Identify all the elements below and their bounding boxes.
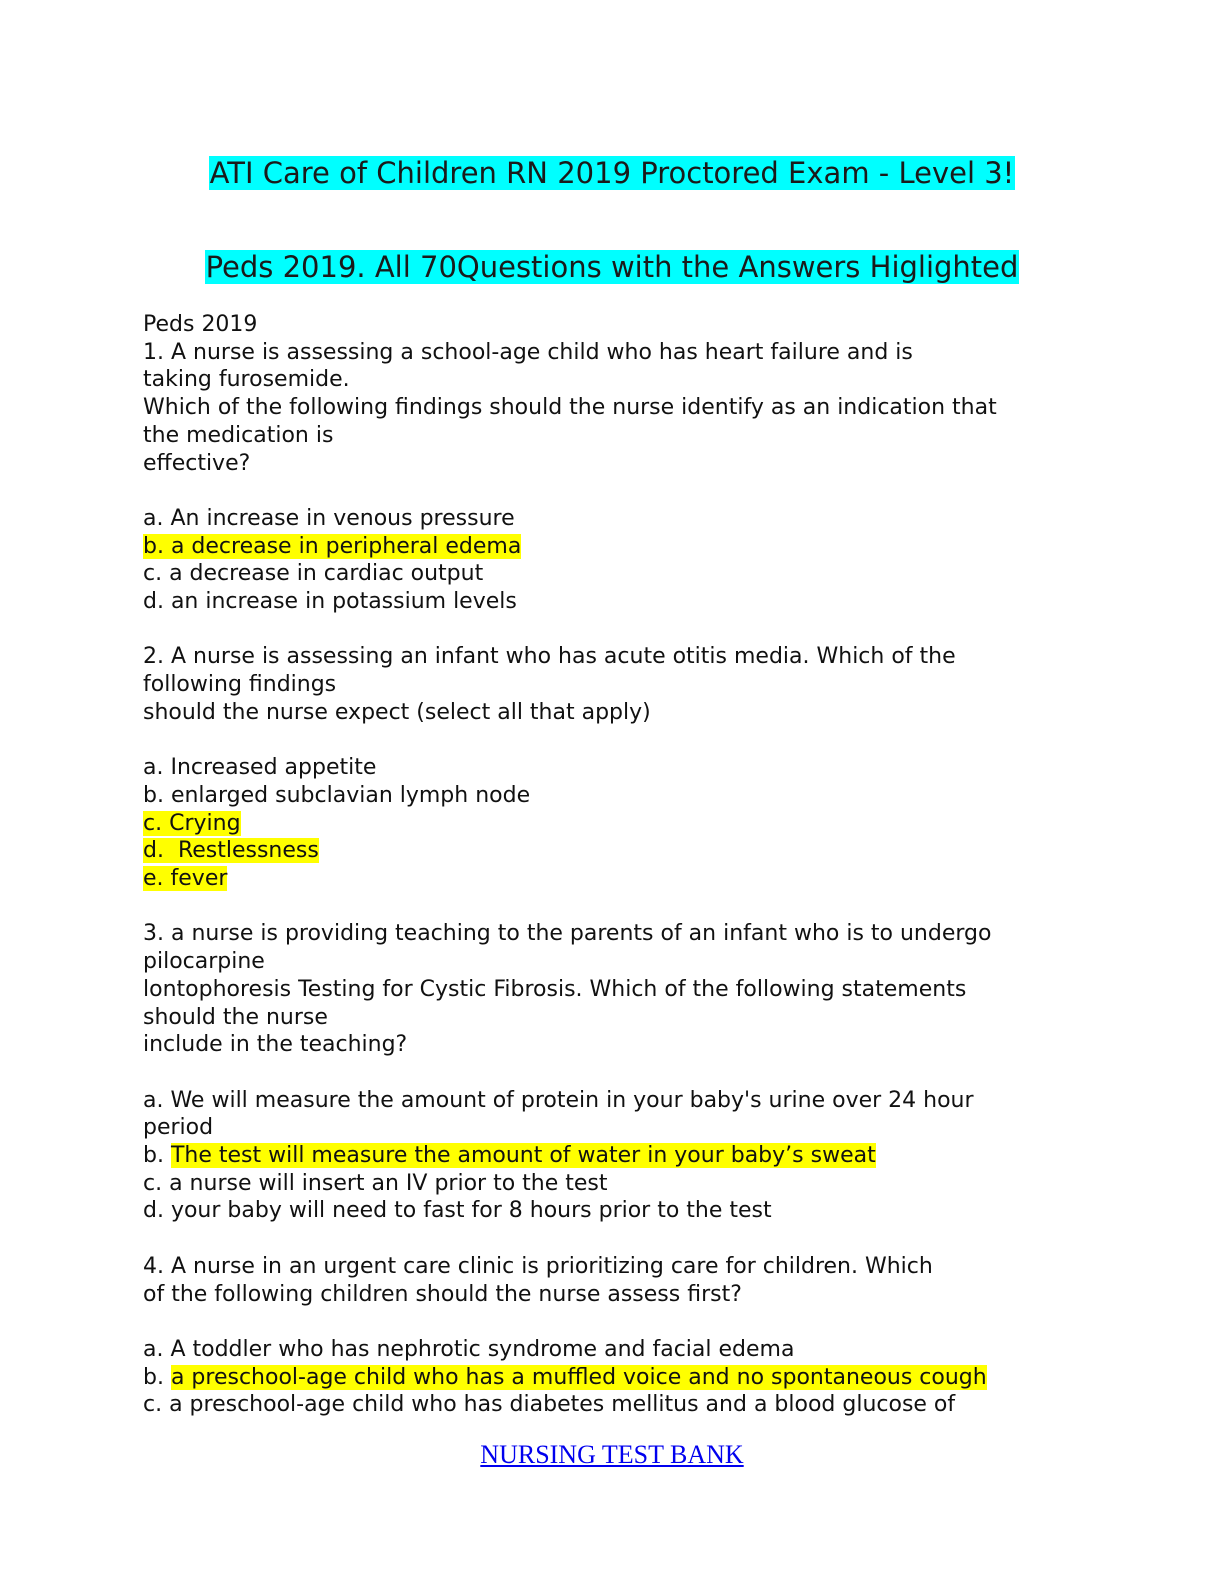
question-2-option-e-answer	[143, 865, 1083, 893]
blank-line	[143, 727, 1083, 755]
answer-highlight: a preschool-age child who has a muffled voice and no spontaneous cough	[170, 1364, 987, 1390]
question-2-stem-line: should the nurse expect (select all that apply)	[143, 699, 651, 725]
question-3-option-d: d. your baby will need to fast for 8 hours prior to the test	[143, 1198, 772, 1224]
option-prefix: b.	[143, 1143, 171, 1169]
question-3-stem-line: 3. a nurse is providing teaching to the parents of an infant who is to undergo	[143, 921, 992, 947]
blank-line	[143, 477, 1083, 505]
question-3-stem-line: pilocarpine	[143, 949, 265, 975]
exam-body	[143, 311, 1083, 1419]
question-3-stem-line: include in the teaching?	[143, 1032, 408, 1058]
option-prefix: b.	[143, 1364, 171, 1390]
question-3-stem-line: lontophoresis Testing for Cystic Fibrosis. Which of the following statements	[143, 976, 967, 1002]
question-1-option-c: c. a decrease in cardiac output	[143, 561, 484, 587]
blank-line	[143, 893, 1083, 921]
answer-highlight: e. fever	[143, 866, 228, 892]
question-4-stem-line: of the following children should the nurse assess first?	[143, 1281, 742, 1307]
answer-highlight: b. a decrease in peripheral edema	[143, 533, 522, 559]
question-2-option-c-answer	[143, 810, 1083, 838]
question-4-option-b-answer	[143, 1364, 1083, 1392]
question-1-stem-line: effective?	[143, 450, 251, 476]
question-2-stem-line: 2. A nurse is assessing an infant who has acute otitis media. Which of the	[143, 644, 956, 670]
question-2-stem-line: following findings	[143, 672, 337, 698]
question-3-option-a: a. We will measure the amount of protein in your baby's urine over 24 hour	[143, 1087, 974, 1113]
question-1-option-a: a. An increase in venous pressure	[143, 505, 515, 531]
blank-line	[143, 1308, 1083, 1336]
intro-text: Peds 2019	[143, 312, 258, 337]
document-subtitle-text: Peds 2019. All 70Questions with the Answers Higlighted	[205, 250, 1019, 284]
question-2-option-d-answer	[143, 837, 1083, 865]
page-footer	[0, 1440, 1224, 1470]
document-subtitle	[0, 248, 1224, 286]
question-1-stem-line: Which of the following findings should the nurse identify as an indication that	[143, 395, 997, 421]
question-1-option-b-answer	[143, 533, 1083, 561]
question-4-option-c: c. a preschool-age child who has diabetes mellitus and a blood glucose of	[143, 1392, 956, 1418]
document-title	[0, 154, 1224, 192]
blank-line	[143, 616, 1083, 644]
question-1-stem-line: taking furosemide.	[143, 367, 350, 393]
question-1-stem-line: the medication is	[143, 422, 334, 448]
answer-highlight: c. Crying	[143, 810, 241, 836]
question-1-stem-line: 1. A nurse is assessing a school-age child who has heart failure and is	[143, 339, 913, 365]
question-1-option-d: d. an increase in potassium levels	[143, 589, 517, 615]
blank-line	[143, 1059, 1083, 1087]
question-3-option-a-cont: period	[143, 1115, 214, 1141]
question-3-stem-line: should the nurse	[143, 1004, 328, 1030]
blank-line	[143, 1225, 1083, 1253]
question-4-option-a: a. A toddler who has nephrotic syndrome and facial edema	[143, 1336, 795, 1362]
question-4-stem-line: 4. A nurse in an urgent care clinic is prioritizing care for children. Which	[143, 1253, 933, 1279]
answer-highlight: d. Restlessness	[143, 838, 319, 864]
question-3-option-b-answer	[143, 1142, 1083, 1170]
answer-highlight: The test will measure the amount of water in your baby’s sweat	[170, 1143, 876, 1169]
document-title-text: ATI Care of Children RN 2019 Proctored Exam - Level 3!	[209, 156, 1015, 190]
question-2-option-b: b. enlarged subclavian lymph node	[143, 782, 531, 808]
question-2-option-a: a. Increased appetite	[143, 755, 377, 781]
nursing-test-bank-link[interactable]: NURSING TEST BANK	[480, 1440, 744, 1469]
question-3-option-c: c. a nurse will insert an IV prior to the test	[143, 1170, 608, 1196]
